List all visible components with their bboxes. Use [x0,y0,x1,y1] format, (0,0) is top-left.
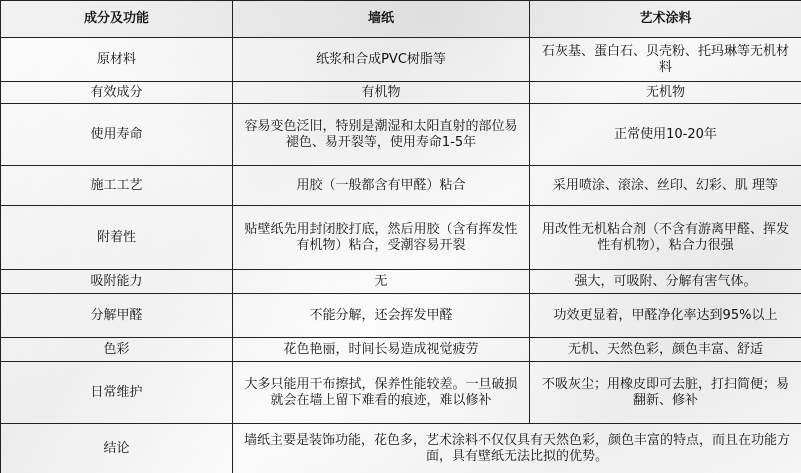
paint-cell: 用改性无机粘合剂（不含有游离甲醛、挥发性有机物），粘合力很强 [530,206,801,270]
row-label: 色彩 [1,338,233,362]
row-label: 原材料 [1,38,233,82]
header-art-paint: 艺术涂料 [530,1,801,38]
paint-cell: 正常使用10-20年 [530,104,801,166]
paint-cell: 无机、天然色彩，颜色丰富、舒适 [530,338,801,362]
wallpaper-cell: 有机物 [233,82,530,104]
row-label: 有效成分 [1,82,233,104]
row-label: 使用寿命 [1,104,233,166]
wallpaper-cell: 纸浆和合成PVC树脂等 [233,38,530,82]
row-label: 施工工艺 [1,166,233,206]
table-row [1,294,801,338]
paint-cell: 采用喷涂、滚涂、丝印、幻彩、肌 理等 [530,166,801,206]
header-wallpaper: 墙纸 [233,1,530,38]
wallpaper-cell: 贴壁纸先用封闭胶打底，然后用胶（含有挥发性有机物）粘合，受潮容易开裂 [233,206,530,270]
table-row [1,166,801,206]
table-row [1,104,801,166]
conclusion-text: 墙纸主要是装饰功能，花色多，艺术涂料不仅仅具有天然色彩，颜色丰富的特点，而且在功能方面，具有壁纸无法比拟的优势。 [233,424,801,473]
conclusion-row [1,424,801,473]
wallpaper-cell: 不能分解，还会挥发甲醛 [233,294,530,338]
paint-cell: 功效更显着，甲醛净化率达到95%以上 [530,294,801,338]
row-label: 吸附能力 [1,270,233,294]
table-row [1,82,801,104]
table-row [1,38,801,82]
row-label: 日常维护 [1,362,233,424]
row-label: 分解甲醛 [1,294,233,338]
header-components: 成分及功能 [1,1,233,38]
paint-cell: 石灰基、蛋白石、贝壳粉、托玛琳等无机材料 [530,38,801,82]
row-label: 附着性 [1,206,233,270]
paint-cell: 强大，可吸附、分解有害气体。 [530,270,801,294]
table-row [1,338,801,362]
paint-cell: 无机物 [530,82,801,104]
paint-cell: 不吸灰尘；用橡皮即可去脏，打扫简便；易翻新、修补 [530,362,801,424]
wallpaper-cell: 大多只能用干布擦拭，保养性能较差。一旦破损就会在墙上留下难看的痕迹，难以修补 [233,362,530,424]
wallpaper-cell: 无 [233,270,530,294]
table-row [1,362,801,424]
conclusion-label: 结论 [1,424,233,473]
table-row [1,270,801,294]
wallpaper-cell: 容易变色泛旧，特别是潮湿和太阳直射的部位易褪色、易开裂等，使用寿命1-5年 [233,104,530,166]
table-header-row [1,1,801,38]
wallpaper-cell: 花色艳丽，时间长易造成视觉疲劳 [233,338,530,362]
table-row [1,206,801,270]
wallpaper-cell: 用胶（一般都含有甲醛）粘合 [233,166,530,206]
